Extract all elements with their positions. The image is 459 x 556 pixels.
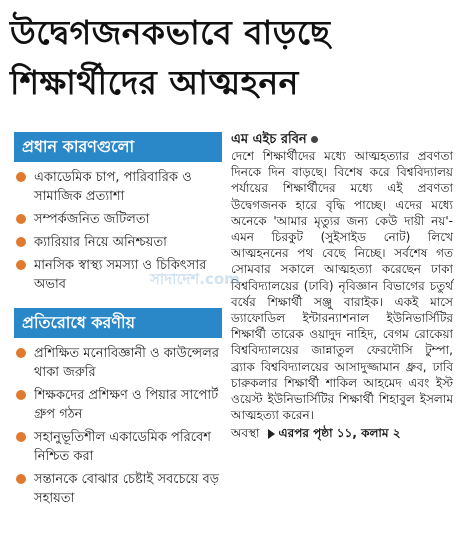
headline [10,8,455,108]
list-item: ক্যারিয়ার নিয়ে অনিশ্চয়তা [14,233,222,252]
continued-note: এরপর পৃষ্ঠা ১১, কলাম ২ [278,426,401,441]
list-item: মানসিক স্বাস্থ্য সমস্যা ও চিকিৎসার অভাব [14,256,222,294]
article-column [231,132,453,441]
causes-section-title: প্রধান কারণগুলো [14,132,222,162]
list-item: একাডেমিক চাপ, পারিবারিক ও সামাজিক প্রত্যাশা [14,168,222,206]
byline-dot-icon [311,136,318,143]
article-tail: অবস্থা [231,426,260,441]
bullet-icon [16,260,26,270]
article-body: দেশে শিক্ষার্থীদের মধ্যে আত্মহত্যার প্রবণতা দিনকে দিন বাড়ছে। বিশেষ করে বিশ্ববিদ্যালয় পর্যায়ের শিক্ষার্থীদের মধ্যে এই প্রবণতা উদ্বেগজনক হারে বৃদ্ধি পাচ্ছে। এদের মধ্যে অনেকে 'আমার মৃত্যুর জন্য কেউ দায়ী নয়'- এমন চিরকুট (সুইসাইড নোট) লিখে আত্মহননের পথ বেছে নিচ্ছে। সর্বশেষ গত সোমবার সকালে আত্মহত্যা করেছেন ঢাকা বিশ্ববিদ্যালয়ের (ঢাবি) নৃবিজ্ঞান বিভাগের চতুর্থ বর্ষের শিক্ষার্থী সঞ্জু বারাইক। একই মাসে ড্যাফোডিল ইন্টারন্যাশনাল ইউনিভার্সিটির শিক্ষার্থী তারেক ওয়াদুদ নাহিদ, বেগম রোকেয়া বিশ্ববিদ্যালয়ের জান্নাতুল ফেরদৌসি টুম্পা, ব্র্যাক বিশ্ববিদ্যালয়ের আসাদুজ্জামান ধ্রুব, ঢাবি চারুকলার শিক্ষার্থী শাকিল আহমেদ এবং ইস্ট ওয়েস্ট ইউনিভার্সিটির শিক্ষার্থী শিহাবুল ইসলাম আত্মহত্যা করেন। [231,149,453,423]
bullet-icon [16,432,26,442]
list-item: সম্পর্কজনিত জটিলতা [14,210,222,229]
arrow-right-icon [268,429,275,439]
continuation-line [231,425,453,441]
list-item: সহানুভূতিশীল একাডেমিক পরিবেশ নিশ্চিত করা [14,428,222,466]
headline-line-2: শিক্ষার্থীদের আত্মহনন [10,63,299,102]
bullet-icon [16,237,26,247]
list-item: সন্তানকে বোঝার চেষ্টাই সবচেয়ে বড় সহায়তা [14,470,222,508]
bullet-icon [16,474,26,484]
list-item: শিক্ষকদের প্রশিক্ষণ ও পিয়ার সাপোর্ট গ্রুপ গঠন [14,386,222,424]
causes-list [14,162,222,294]
bullet-icon [16,348,26,358]
bullet-icon [16,390,26,400]
list-item: প্রশিক্ষিত মনোবিজ্ঞানী ও কাউন্সেলর থাকা জরুরি [14,344,222,382]
prevention-list [14,338,222,508]
prevention-section-title: প্রতিরোধে করণীয় [14,308,222,338]
watermark: সাদাদেশ.com [150,270,240,288]
byline: এম এইচ রবিন [231,132,453,148]
bullet-icon [16,214,26,224]
bullet-icon [16,172,26,182]
sidebar-column [14,132,222,512]
headline-line-1: উদ্বেগজনকভাবে বাড়ছে [10,13,331,52]
